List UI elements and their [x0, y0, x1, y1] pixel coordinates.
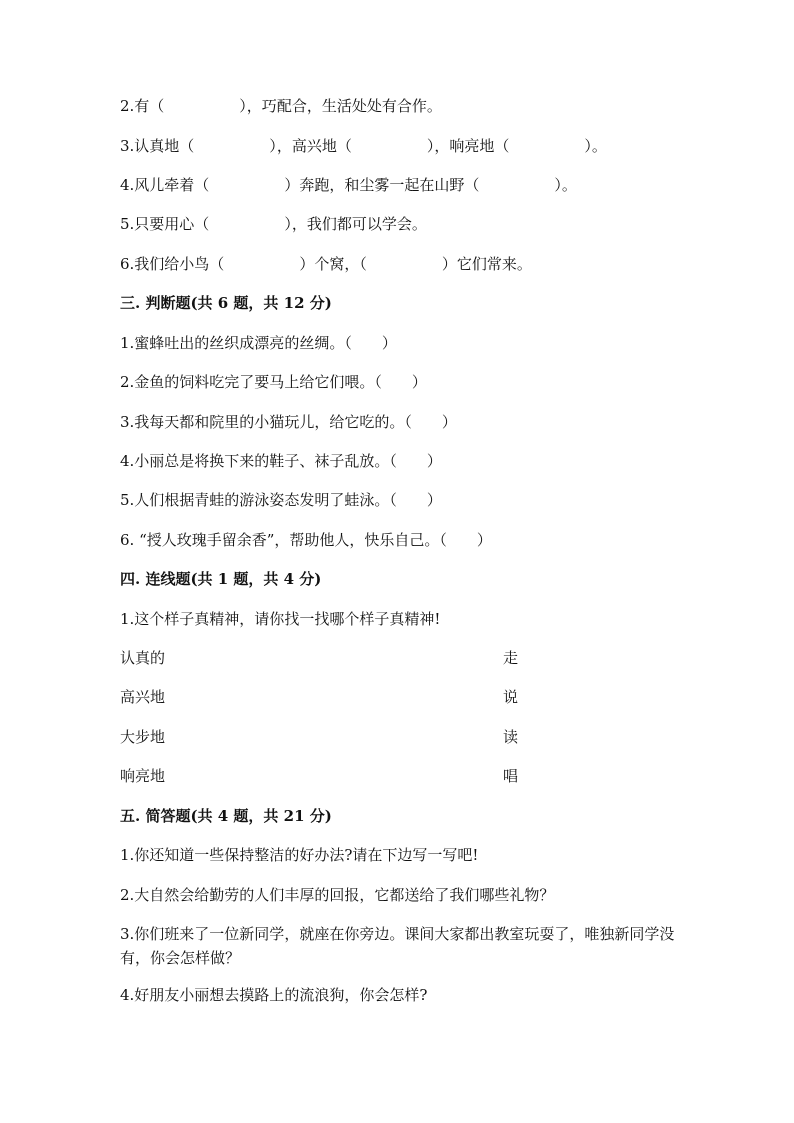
match-left-2: 高兴地	[120, 688, 166, 706]
section-3-heading: 三. 判断题(共 6 题，共 12 分)	[120, 294, 332, 312]
match-right-1: 走	[503, 649, 519, 667]
section-4-heading: 四. 连线题(共 1 题，共 4 分)	[120, 570, 322, 588]
fill-blank-item-3: 3.认真地（ ），高兴地（ ），响亮地（ ）。	[120, 137, 607, 155]
match-right-3: 读	[503, 728, 519, 746]
true-false-item-1: 1.蜜蜂吐出的丝织成漂亮的丝绸。（ ）	[120, 334, 397, 352]
matching-question: 1.这个样子真精神，请你找一找哪个样子真精神!	[120, 610, 441, 628]
fill-blank-item-4: 4.风儿牵着（ ）奔跑，和尘雾一起在山野（ ）。	[120, 176, 577, 194]
section-5-heading: 五. 简答题(共 4 题，共 21 分)	[120, 807, 332, 825]
match-left-1: 认真的	[120, 649, 166, 667]
short-answer-item-2: 2.大自然会给勤劳的人们丰厚的回报，它都送给了我们哪些礼物？	[120, 886, 555, 904]
true-false-item-6: 6. “授人玫瑰手留余香”，帮助他人，快乐自己。（ ）	[120, 531, 492, 549]
true-false-item-2: 2.金鱼的饲料吃完了要马上给它们喂。（ ）	[120, 373, 427, 391]
match-right-4: 唱	[503, 767, 519, 785]
true-false-item-4: 4.小丽总是将换下来的鞋子、袜子乱放。（ ）	[120, 452, 442, 470]
match-right-2: 说	[503, 688, 519, 706]
match-left-4: 响亮地	[120, 767, 166, 785]
fill-blank-item-2: 2.有（ ），巧配合，生活处处有合作。	[120, 97, 442, 115]
true-false-item-3: 3.我每天都和院里的小猫玩儿，给它吃的。（ ）	[120, 413, 457, 431]
fill-blank-item-6: 6.我们给小鸟（ ）个窝，（ ）它们常来。	[120, 255, 532, 273]
short-answer-item-1: 1.你还知道一些保持整洁的好办法?请在下边写一写吧!	[120, 846, 479, 864]
fill-blank-item-5: 5.只要用心（ ），我们都可以学会。	[120, 215, 427, 233]
short-answer-item-4: 4.好朋友小丽想去摸路上的流浪狗，你会怎样?	[120, 986, 428, 1004]
match-left-3: 大步地	[120, 728, 166, 746]
true-false-item-5: 5.人们根据青蛙的游泳姿态发明了蛙泳。（ ）	[120, 491, 442, 509]
short-answer-item-3: 3.你们班来了一位新同学，就座在你旁边。课间大家都出教室玩耍了，唯独新同学没有，你会怎样做？	[120, 925, 675, 967]
